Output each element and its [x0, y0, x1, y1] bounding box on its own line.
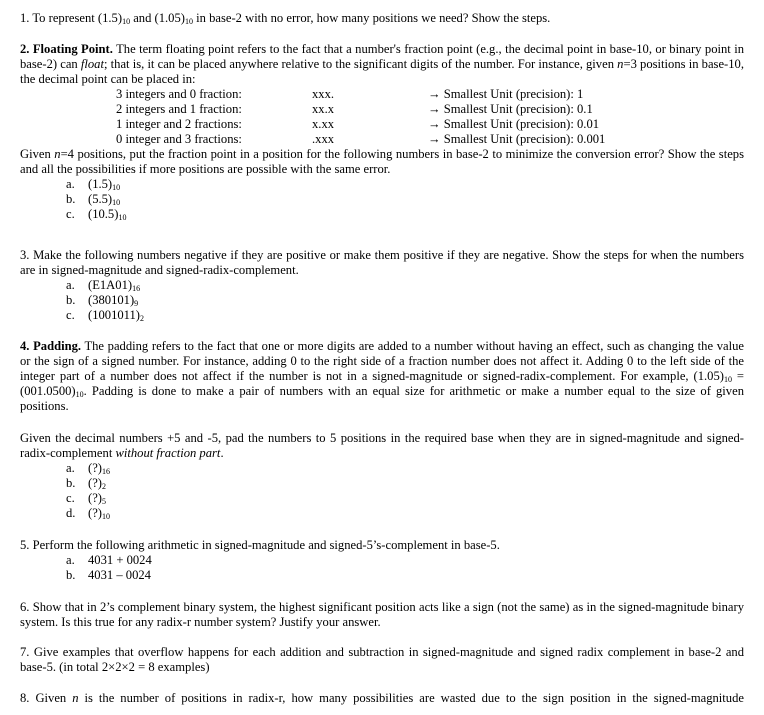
- list-item: d. $(?)_{10}$: [66, 506, 110, 521]
- question-7: 7. Give examples that overflow happens for each addition and subtraction in signed-magnitude and signed radix complement in base-2 and base-5. (in total 2×2×2 = 8 examples): [20, 645, 744, 674]
- list-item: a. $(?)_{16}$: [66, 461, 110, 476]
- list-item: c. $(10.5)_{10}$: [66, 207, 127, 222]
- question-4: 4. Padding. The padding refers to the fact that one or more digits are added to a number without having an effect, such as changing the value or the sign of a signed number. For instance, adding 0 to the right side of a fraction number does not affect it. Adding 0 to the left side of the integer part of a number does not affect if the number is not in a signed-magnitude or signed-radix-complement. For example, $(1.05)_{10} = (001.0500)_{10}$. Padding is done to make a pair of numbers with an equal size for arithmetic or make a number equal to the size of given positions.: [20, 339, 744, 413]
- arrow-right-icon: →: [428, 102, 441, 116]
- list-item: c. $(1001011)_2$: [66, 308, 144, 323]
- question-8: 8. Given n is the number of positions in radix-r, how many possibilities are wasted due to the sign position in the signed-magnitude: [20, 691, 744, 705]
- arrow-right-icon: →: [428, 87, 441, 101]
- question-4-task: Given the decimal numbers +5 and -5, pad the numbers to 5 positions in the required base when they are in signed-magnitude and signed-radix-complement without fraction part. a. $(?)_{16}$ b. $(?)_2$ c. $(?)_5$ d. $(?)_{10}$: [20, 431, 744, 521]
- list-item: b. 4031 – 0024: [66, 568, 151, 582]
- precision-table: [116, 87, 744, 147]
- question-3: 3. Make the following numbers negative if they are positive or make them positive if they are negative. Show the steps for when the numbers are in signed-magnitude and signed-radix-complement. a. $(E1A01)_{16}$ b. $(380101)_9$ c. $(1001011)_2$: [20, 248, 744, 323]
- precision-row: 2 integers and 1 fraction: xx.x → Smallest Unit (precision): 0.1: [116, 102, 593, 116]
- arrow-right-icon: →: [428, 117, 441, 131]
- list-item: c. $(?)_5$: [66, 491, 106, 506]
- list-item: b. $(?)_2$: [66, 476, 106, 491]
- list-item: a. $(1.5)_{10}$: [66, 177, 121, 192]
- question-5: 5. Perform the following arithmetic in signed-magnitude and signed-5’s-complement in base-5. a. 4031 + 0024 b. 4031 – 0024: [20, 538, 744, 583]
- precision-row: 1 integer and 2 fractions: x.xx → Smallest Unit (precision): 0.01: [116, 117, 600, 131]
- list-item: b. $(5.5)_{10}$: [66, 192, 121, 207]
- question-1: 1. To represent $(1.5)_{10}$ and $(1.05)_{10}$ in base-2 with no error, how many positions we need? Show the steps.: [20, 11, 551, 26]
- precision-row: 3 integers and 0 fraction: xxx. → Smallest Unit (precision): 1: [116, 87, 584, 101]
- arrow-right-icon: →: [428, 132, 441, 146]
- list-item: a. $(E1A01)_{16}$: [66, 278, 141, 293]
- list-item: a. 4031 + 0024: [66, 553, 152, 567]
- question-4-title: 4. Padding.: [20, 339, 82, 353]
- question-2: 2. Floating Point. The term floating point refers to the fact that a number's fraction point (e.g., the decimal point in base-10, or binary point in base-2) can float; that is, it can be placed anywhere relative to the significant digits of the number. For instance, given n=3 positions in base-10, the decimal point can be placed in: 3 integers and 0 fraction: xxx. → Smallest Unit (precision): 1 2 integers and 1 fraction: xx.x → Smallest Unit (precision): 0.1 1 integer and 2 fractions: x.xx → Smallest Unit (precision): 0.01 0 integer and 3 fractions: .xxx → Smallest Unit (precision): 0.001 Given n=4 positions, put the fraction point in a position for the following numbers in base-2 to minimize the conversion error? Show the steps and all the possibilities if more positions are possible with the same error. a. $(1.5)_{10}$ b. $(5.5)_{10}$ c. $(10.5)_{10}$: [20, 42, 744, 222]
- question-2-title: 2. Floating Point.: [20, 42, 113, 56]
- precision-row: 0 integer and 3 fractions: .xxx → Smallest Unit (precision): 0.001: [116, 132, 606, 146]
- question-6: 6. Show that in 2’s complement binary system, the highest significant position acts like a sign (not the same) as in the signed-magnitude binary system. Is this true for any radix-r number system? Justify your answer.: [20, 600, 744, 629]
- list-item: b. $(380101)_9$: [66, 293, 139, 308]
